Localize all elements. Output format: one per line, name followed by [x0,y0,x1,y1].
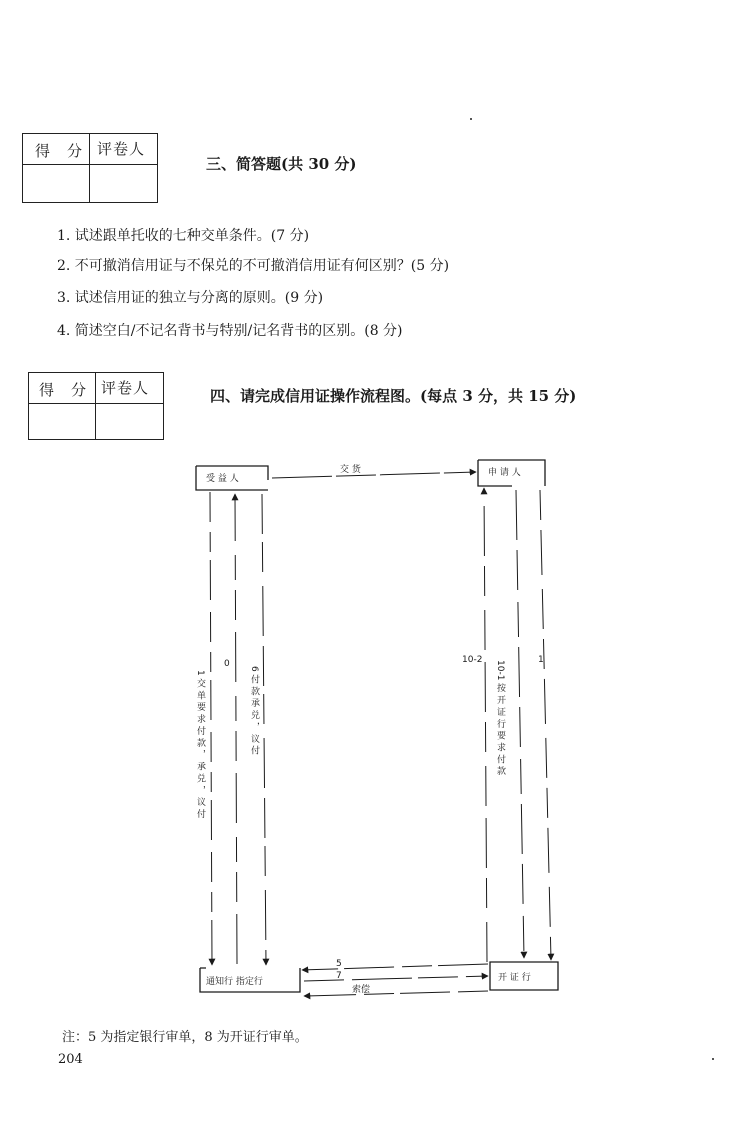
node-notify-bank-label: 通知行 指定行 [206,977,263,987]
scan-speck [712,1058,714,1060]
node-applicant [478,460,545,486]
diagram-note: 注：5 为指定银行审单，8 为开证行审单。 [62,1030,308,1045]
question-4: 4. 简述空白/不记名背书与特别/记名背书的区别。(8 分) [57,323,403,339]
label-v4: 10-2 [462,655,483,665]
label-v5: 10-1 按 开 证 行 要 求 付 款 [495,660,505,776]
label-v6: 1 [538,655,544,665]
question-3: 3. 试述信用证的独立与分离的原则。(9 分) [57,290,324,306]
label-b1: 5 [336,959,342,969]
score-header: 得 分 [39,381,88,399]
node-issuing-bank-label: 开 证 行 [498,973,531,983]
label-b2: 7 [336,971,342,981]
bottom-arrows [302,964,488,996]
section3-title: 三、简答题(共 30 分) [206,155,357,173]
node-applicant-label: 申 请 人 [488,468,521,478]
node-issuing-bank [490,962,558,990]
node-beneficiary-label: 受 益 人 [206,474,239,484]
label-v2: 0 [224,659,230,669]
question-2: 2. 不可撤消信用证与不保兑的不可撤消信用证有何区别？(5 分) [57,258,450,274]
question-1: 1. 试述跟单托收的七种交单条件。(7 分) [57,228,310,244]
reviewer-header: 评卷人 [101,379,150,397]
node-beneficiary [196,466,268,490]
reviewer-header: 评卷人 [97,140,146,158]
label-v3: 6 付 款 承 兑 ， 议 付 [249,666,259,755]
arrow-deliver-label: 交 货 [340,465,361,475]
page-number: 204 [58,1052,83,1067]
node-notify-bank [200,968,300,992]
label-v1: 1 交 单 要 求 付 款 ， 承 兑 ， 议 付 [195,670,205,819]
section4-title: 四、请完成信用证操作流程图。(每点 3 分，共 15 分) [210,387,577,405]
arrow-deliver-goods [272,463,476,478]
score-header: 得 分 [35,142,84,160]
label-b3: 索偿 [352,985,371,995]
scan-speck [470,118,472,120]
